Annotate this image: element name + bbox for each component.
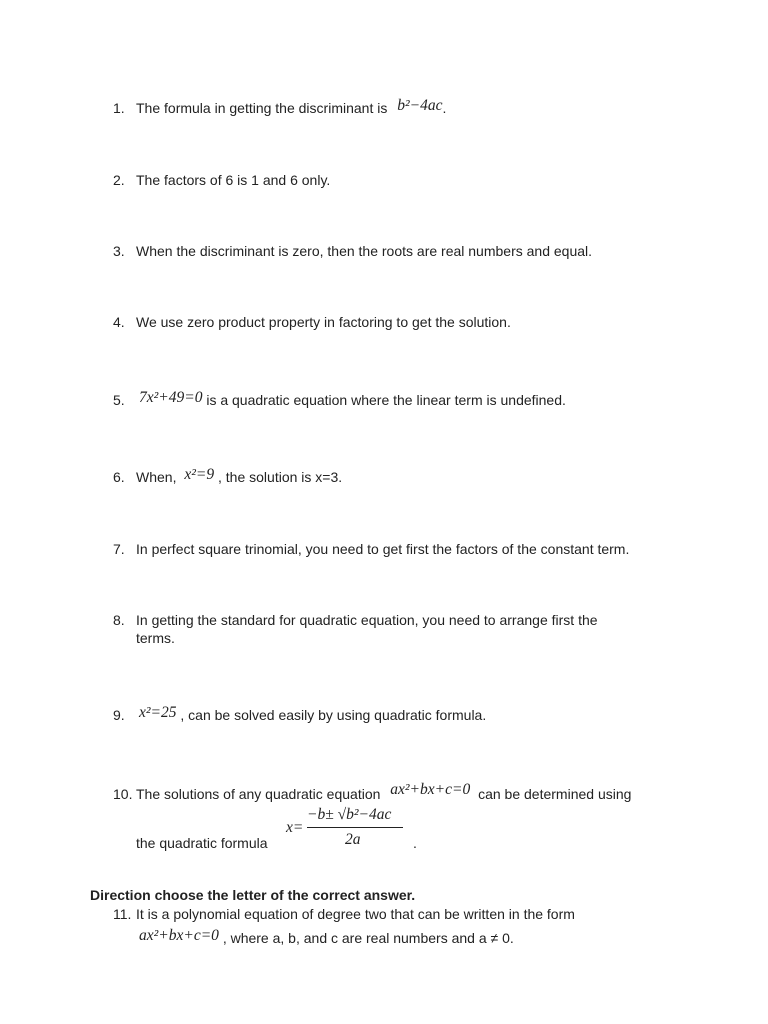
question-text: The solutions of any quadratic equation <box>136 786 381 802</box>
question-text: , can be solved easily by using quadratic formula. <box>180 707 487 723</box>
question-number: 1. <box>113 100 125 116</box>
question-text-after: can be determined using <box>478 786 632 802</box>
math-expression: ax²+bx+c=0 <box>390 781 471 798</box>
math-expression: ax²+bx+c=0 <box>139 927 219 944</box>
formula-lhs: x= <box>286 819 304 836</box>
question-text: The formula in getting the discriminant is <box>136 100 388 116</box>
question-text: When the discriminant is zero, then the roots are real numbers and equal. <box>136 243 593 259</box>
direction-heading: Direction choose the letter of the correct answer. <box>90 887 416 903</box>
math-expression: 7x²+49=0 <box>139 389 203 406</box>
question-text: We use zero product property in factoring to get the solution. <box>136 314 511 330</box>
formula-numerator: −b± √b²−4ac <box>307 806 392 823</box>
question-text-after: , the solution is x=3. <box>218 469 343 485</box>
question-number: 11. <box>113 906 132 922</box>
question-text-after: , where a, b, and c are real numbers and a ≠ 0. <box>222 930 514 946</box>
question-text-line-2: the quadratic formula <box>136 835 268 851</box>
math-expression: x²=9 <box>184 466 215 483</box>
math-expression: x²=25 <box>139 704 177 721</box>
question-text: is a quadratic equation where the linear term is undefined. <box>206 392 566 408</box>
question-text: In perfect square trinomial, you need to get first the factors of the constant term. <box>136 541 630 557</box>
question-punctuation: . <box>442 100 447 116</box>
question-text-line-1: In getting the standard for quadratic equation, you need to arrange first the <box>136 612 598 628</box>
question-number: 5. <box>113 392 125 408</box>
question-text-line-1: It is a polynomial equation of degree two that can be written in the form <box>136 906 575 922</box>
question-text: When, <box>136 469 177 485</box>
question-number: 7. <box>113 541 125 557</box>
question-text-line-2: terms. <box>136 630 175 646</box>
question-number: 2. <box>113 172 125 188</box>
question-number: 10. <box>113 786 133 802</box>
question-number: 3. <box>113 243 125 259</box>
question-number: 8. <box>113 612 125 628</box>
question-number: 4. <box>113 314 125 330</box>
question-text: The factors of 6 is 1 and 6 only. <box>136 172 331 188</box>
question-number: 9. <box>113 707 125 723</box>
formula-denominator: 2a <box>345 831 361 848</box>
fraction-bar <box>307 827 403 828</box>
formula-end-punctuation: . <box>413 835 417 851</box>
question-number: 6. <box>113 469 125 485</box>
math-expression: b²−4ac <box>397 97 443 114</box>
